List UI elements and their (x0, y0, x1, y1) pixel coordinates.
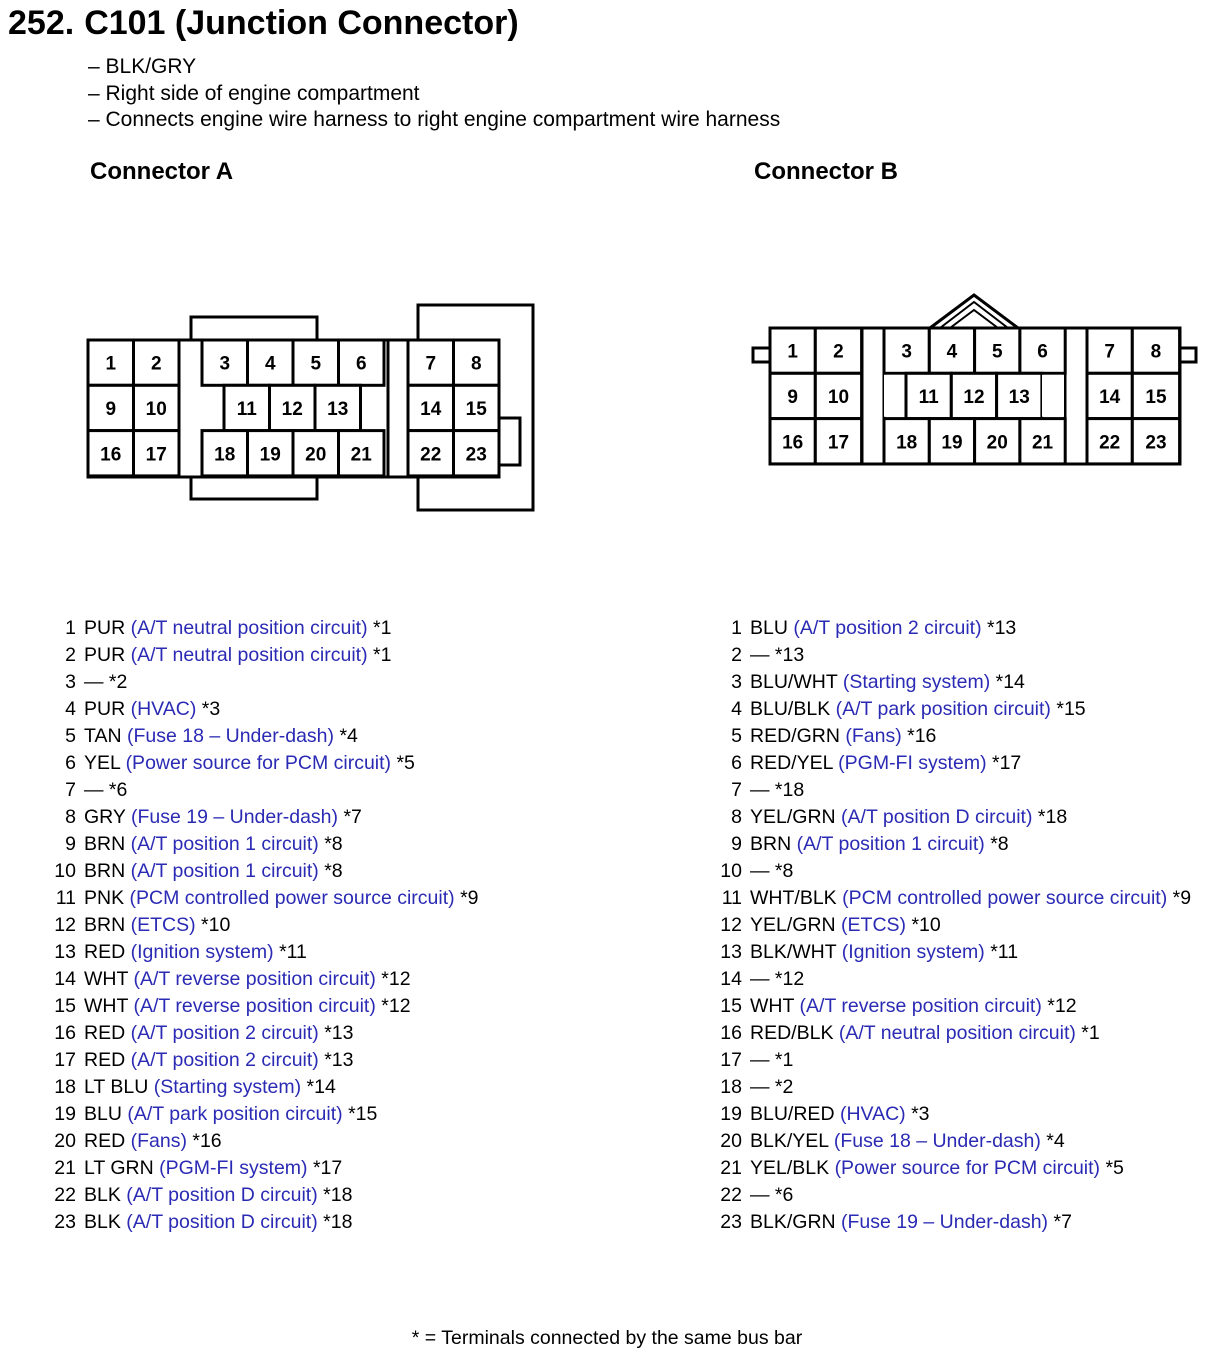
terminal-number: 10 (145, 398, 167, 420)
wire-color: PUR (84, 644, 126, 666)
pin-row (720, 723, 1191, 750)
bus-bar-note: *15 (1056, 698, 1086, 720)
side-tab-right (1180, 348, 1196, 362)
wire-color: — (750, 968, 770, 990)
divider (388, 340, 408, 477)
terminal-number: 8 (470, 353, 482, 375)
pin-row (54, 1074, 479, 1101)
pin-number: 18 (720, 1076, 742, 1098)
pin-row (720, 696, 1191, 723)
circuit-description: (A/T position 1 circuit) (796, 833, 985, 855)
pin-number: 7 (731, 779, 742, 801)
terminal-number: 3 (219, 353, 231, 375)
pin-row (720, 804, 1191, 831)
pin-row (54, 750, 479, 777)
bus-bar-note: *7 (1053, 1211, 1072, 1233)
pin-row (720, 1047, 1191, 1074)
terminal-number: 5 (991, 341, 1003, 363)
polarity-key (930, 295, 1018, 328)
pin-number: 2 (65, 644, 76, 666)
wire-color: BLK/WHT (750, 941, 837, 963)
bus-bar-note: *1 (373, 644, 392, 666)
terminal-number: 15 (465, 398, 487, 420)
bus-bar-note: *12 (381, 995, 411, 1017)
page-number: 252. (8, 4, 75, 42)
connector-diagrams (0, 0, 1214, 560)
pin-number: 10 (720, 860, 742, 882)
wire-color: YEL/GRN (750, 806, 836, 828)
pin-row (720, 1020, 1191, 1047)
wire-color: RED (84, 1130, 126, 1152)
wire-color: WHT (84, 995, 129, 1017)
terminal-number: 22 (420, 444, 442, 466)
bus-bar-note: *5 (396, 752, 415, 774)
pin-number: 18 (54, 1076, 76, 1098)
pin-row (54, 885, 479, 912)
bus-bar-note: *11 (990, 941, 1019, 963)
circuit-description: (A/T neutral position circuit) (838, 1022, 1076, 1044)
terminal-number: 17 (827, 432, 850, 454)
terminal-number: 17 (145, 444, 167, 466)
pin-number: 17 (720, 1049, 742, 1071)
terminal-number: 16 (782, 432, 804, 454)
wire-color: — (750, 1049, 770, 1071)
bus-bar-note: *12 (774, 968, 805, 990)
connector-b-pin-list (720, 615, 1191, 1236)
wire-color: — (84, 671, 104, 693)
circuit-description: (Ignition system) (841, 941, 985, 963)
pin-number: 8 (731, 806, 742, 828)
circuit-description: (A/T park position circuit) (127, 1103, 343, 1125)
terminal-number: 14 (1099, 386, 1121, 408)
wire-color: PUR (84, 617, 126, 639)
pin-number: 19 (54, 1103, 76, 1125)
pin-row (720, 669, 1191, 696)
pin-row (54, 1209, 479, 1236)
pin-number: 22 (54, 1184, 76, 1206)
pin-row (54, 1155, 479, 1182)
terminal-number: 7 (1104, 341, 1115, 363)
bus-bar-note: *17 (991, 752, 1022, 774)
terminal-number: 12 (281, 398, 303, 420)
terminal-number: 1 (787, 341, 798, 363)
latch-top (191, 317, 317, 340)
circuit-description: (A/T position D circuit) (126, 1184, 318, 1206)
wire-color: WHT/BLK (750, 887, 837, 909)
pin-number: 7 (65, 779, 76, 801)
circuit-description: (A/T neutral position circuit) (130, 644, 368, 666)
pin-row (54, 858, 479, 885)
pin-row (54, 1020, 479, 1047)
pin-row (720, 939, 1191, 966)
bus-bar-note: *18 (323, 1211, 353, 1233)
circuit-description: (A/T position 1 circuit) (130, 860, 319, 882)
bus-bar-note: *15 (348, 1103, 378, 1125)
page-title-text: C101 (Junction Connector) (84, 4, 519, 42)
terminal-number: 2 (833, 341, 844, 363)
pin-row (720, 993, 1191, 1020)
pin-number: 12 (54, 914, 76, 936)
wire-color: YEL (84, 752, 121, 774)
terminal-number: 14 (420, 398, 442, 420)
terminal-number: 20 (986, 432, 1008, 454)
pin-row (54, 696, 479, 723)
terminal-number: 18 (214, 444, 236, 466)
circuit-description: (PGM-FI system) (159, 1157, 308, 1179)
pin-number: 9 (731, 833, 742, 855)
wire-color: PUR (84, 698, 126, 720)
pin-row (54, 777, 479, 804)
terminal-number: 11 (236, 398, 257, 420)
pin-row (720, 966, 1191, 993)
bus-bar-note: *12 (1047, 995, 1077, 1017)
bus-bar-note: *9 (460, 887, 479, 909)
terminal-number: 11 (918, 386, 939, 408)
circuit-description: (A/T park position circuit) (835, 698, 1051, 720)
pin-row (54, 669, 479, 696)
pin-number: 21 (720, 1157, 742, 1179)
bus-bar-note: *10 (201, 914, 231, 936)
wire-color: WHT (84, 968, 129, 990)
terminal-number: 18 (896, 432, 918, 454)
pin-number: 9 (65, 833, 76, 855)
wire-color: PNK (84, 887, 125, 909)
bus-bar-note: *9 (1172, 887, 1192, 909)
bus-bar-note: *8 (324, 833, 343, 855)
bus-bar-note: *3 (911, 1103, 930, 1125)
wire-color: — (750, 1076, 770, 1098)
pin-number: 14 (720, 968, 742, 990)
wire-color: BLK/GRN (750, 1211, 836, 1233)
terminal-number: 21 (1031, 432, 1054, 454)
info-location: – Right side of engine compartment (88, 81, 420, 105)
terminal-number: 4 (946, 341, 958, 363)
bus-bar-note: *1 (373, 617, 392, 639)
bus-bar-note: *8 (990, 833, 1009, 855)
pin-row (720, 912, 1191, 939)
pin-number: 4 (65, 698, 76, 720)
pin-row (720, 1128, 1191, 1155)
terminal-number: 21 (350, 444, 372, 466)
wire-color: RED (84, 941, 126, 963)
pin-number: 5 (65, 725, 76, 747)
pin-number: 17 (54, 1049, 76, 1071)
pin-number: 20 (720, 1130, 742, 1152)
bus-bar-note: *18 (1037, 806, 1068, 828)
terminal-number: 19 (259, 444, 281, 466)
terminal-number: 19 (941, 432, 963, 454)
pin-row (54, 939, 479, 966)
circuit-description: (A/T neutral position circuit) (130, 617, 368, 639)
pin-row (54, 1047, 479, 1074)
pin-row (54, 966, 479, 993)
wire-color: BLU/BLK (750, 698, 831, 720)
pin-row (54, 1101, 479, 1128)
pin-number: 5 (731, 725, 742, 747)
bus-bar-note: *12 (381, 968, 411, 990)
pin-row (54, 1128, 479, 1155)
bus-bar-note: *11 (279, 941, 307, 963)
bus-bar-note: *14 (306, 1076, 336, 1098)
terminal-number: 2 (150, 353, 162, 375)
pin-row (54, 912, 479, 939)
terminal-number: 12 (963, 386, 985, 408)
wire-color: YEL/BLK (750, 1157, 830, 1179)
circuit-description: (Fuse 18 – Under-dash) (833, 1130, 1041, 1152)
side-tab (498, 418, 520, 465)
wire-color: — (84, 779, 104, 801)
wire-color: RED/YEL (750, 752, 833, 774)
pin-row (720, 831, 1191, 858)
circuit-description: (A/T position 2 circuit) (793, 617, 982, 639)
pin-number: 11 (721, 887, 742, 909)
connector-a-pin-list (54, 615, 479, 1236)
pin-row (720, 1209, 1191, 1236)
circuit-description: (PCM controlled power source circuit) (842, 887, 1168, 909)
divider-left (862, 328, 884, 464)
circuit-description: (A/T position 1 circuit) (130, 833, 319, 855)
pin-number: 16 (54, 1022, 76, 1044)
connector-b-diagram (753, 295, 1196, 464)
bus-bar-note: *16 (192, 1130, 222, 1152)
pin-number: 13 (54, 941, 76, 963)
pin-row (54, 831, 479, 858)
bus-bar-note: *10 (911, 914, 941, 936)
bus-bar-note: *1 (774, 1049, 794, 1071)
pin-row (720, 1101, 1191, 1128)
terminal-number: 6 (355, 353, 367, 375)
pin-number: 15 (720, 995, 742, 1017)
terminal-number: 10 (827, 386, 850, 408)
circuit-description: (A/T position 2 circuit) (130, 1049, 319, 1071)
circuit-description: (Starting system) (153, 1076, 302, 1098)
pin-number: 8 (65, 806, 76, 828)
pin-number: 1 (65, 617, 76, 639)
pin-row (54, 615, 479, 642)
pin-number: 6 (731, 752, 742, 774)
terminal-number: 9 (105, 398, 117, 420)
divider-right (1065, 328, 1087, 464)
wire-color: BLK (84, 1184, 121, 1206)
pin-row (720, 858, 1191, 885)
pin-number: 13 (720, 941, 742, 963)
circuit-description: (ETCS) (130, 914, 196, 936)
terminal-number: 22 (1099, 432, 1121, 454)
terminal-number: 3 (901, 341, 912, 363)
wire-color: RED (84, 1049, 126, 1071)
terminal-number: 13 (327, 398, 349, 420)
pin-number: 19 (720, 1103, 742, 1125)
bus-bar-note: *13 (324, 1049, 354, 1071)
circuit-description: (Fuse 19 – Under-dash) (130, 806, 339, 828)
pin-number: 15 (54, 995, 76, 1017)
circuit-description: (Starting system) (842, 671, 991, 693)
terminal-number: 13 (1008, 386, 1030, 408)
wire-color: BLU/WHT (750, 671, 838, 693)
pin-number: 16 (720, 1022, 742, 1044)
wire-color: YEL/GRN (750, 914, 836, 936)
bus-bar-note: *14 (995, 671, 1025, 693)
pin-row (720, 1074, 1191, 1101)
wire-color: LT GRN (84, 1157, 154, 1179)
terminal-number: 23 (465, 444, 487, 466)
wire-color: LT BLU (84, 1076, 149, 1098)
bus-bar-note: *13 (986, 617, 1017, 639)
gap (1042, 375, 1064, 417)
pin-number: 22 (720, 1184, 742, 1206)
wire-color: BLK/YEL (750, 1130, 829, 1152)
terminal-number: 15 (1145, 386, 1167, 408)
wire-color: BRN (750, 833, 792, 855)
bus-bar-note: *18 (323, 1184, 353, 1206)
bus-bar-note: *4 (339, 725, 358, 747)
bus-bar-note: *8 (774, 860, 794, 882)
pin-row (54, 993, 479, 1020)
circuit-description: (Fans) (130, 1130, 187, 1152)
circuit-description: (ETCS) (841, 914, 907, 936)
bus-bar-note: *7 (343, 806, 362, 828)
pin-number: 23 (54, 1211, 76, 1233)
pin-row (54, 723, 479, 750)
footnote: * = Terminals connected by the same bus bar (411, 1327, 803, 1349)
connector-a-heading: Connector A (90, 158, 234, 185)
pin-row (54, 642, 479, 669)
circuit-description: (A/T reverse position circuit) (133, 968, 376, 990)
terminal-number: 6 (1037, 341, 1048, 363)
wire-color: — (750, 779, 770, 801)
circuit-description: (PGM-FI system) (838, 752, 987, 774)
connector-a-diagram (88, 305, 533, 510)
pin-number: 14 (54, 968, 76, 990)
info-color: – BLK/GRY (88, 55, 197, 78)
pin-row (720, 750, 1191, 777)
pin-number: 3 (731, 671, 742, 693)
connector-b-heading: Connector B (754, 158, 898, 185)
wire-color: BLK (84, 1211, 121, 1233)
latch-bottom (191, 477, 317, 499)
bus-bar-note: *17 (312, 1157, 343, 1179)
pin-number: 2 (731, 644, 742, 666)
bus-bar-note: *2 (774, 1076, 794, 1098)
circuit-description: (A/T reverse position circuit) (799, 995, 1042, 1017)
pin-number: 1 (731, 617, 742, 639)
side-tab-left (753, 348, 770, 362)
wire-color: — (750, 860, 770, 882)
pin-row (54, 1182, 479, 1209)
circuit-description: (Ignition system) (130, 941, 274, 963)
terminal-number: 16 (100, 444, 122, 466)
wire-color: RED (84, 1022, 126, 1044)
wire-color: BLU/RED (750, 1103, 835, 1125)
pin-number: 23 (720, 1211, 742, 1233)
pin-row (720, 1155, 1191, 1182)
pin-row (720, 1182, 1191, 1209)
bus-bar-note: *4 (1046, 1130, 1065, 1152)
gap (180, 385, 202, 431)
wire-color: TAN (84, 725, 122, 747)
pin-number: 21 (54, 1157, 76, 1179)
circuit-description: (A/T position 2 circuit) (130, 1022, 319, 1044)
wire-color: BRN (84, 833, 126, 855)
pin-row (720, 885, 1191, 912)
circuit-description: (HVAC) (130, 698, 197, 720)
terminal-number: 5 (310, 353, 322, 375)
pin-number: 6 (65, 752, 76, 774)
bus-bar-note: *13 (774, 644, 805, 666)
bus-bar-note: *8 (324, 860, 343, 882)
bus-bar-note: *5 (1105, 1157, 1124, 1179)
pin-number: 4 (731, 698, 742, 720)
pin-row (720, 642, 1191, 669)
circuit-description: (Fuse 19 – Under-dash) (841, 1211, 1049, 1233)
wire-color: GRY (84, 806, 126, 828)
wire-color: RED/GRN (750, 725, 840, 747)
pin-row (54, 804, 479, 831)
bus-bar-note: *6 (774, 1184, 794, 1206)
bus-bar-note: *3 (201, 698, 221, 720)
bus-bar-note: *13 (324, 1022, 354, 1044)
terminal-number: 20 (305, 444, 327, 466)
circuit-description: (A/T position D circuit) (126, 1211, 318, 1233)
wire-color: BRN (84, 860, 126, 882)
pin-number: 11 (55, 887, 76, 909)
circuit-description: (Fans) (845, 725, 902, 747)
terminal-number: 23 (1145, 432, 1167, 454)
circuit-description: (Power source for PCM circuit) (834, 1157, 1101, 1179)
wire-color: BLU (84, 1103, 122, 1125)
circuit-description: (Fuse 18 – Under-dash) (126, 725, 335, 747)
terminal-number: 8 (1150, 341, 1162, 363)
terminal-number: 7 (425, 353, 437, 375)
pin-number: 12 (720, 914, 742, 936)
terminal-number: 1 (105, 353, 117, 375)
pin-number: 20 (54, 1130, 76, 1152)
gap (884, 375, 906, 417)
circuit-description: (A/T reverse position circuit) (133, 995, 376, 1017)
terminal-number: 4 (264, 353, 276, 375)
circuit-description: (A/T position D circuit) (841, 806, 1033, 828)
circuit-description: (HVAC) (839, 1103, 906, 1125)
bus-bar-note: *2 (108, 671, 128, 693)
wire-color: — (750, 1184, 770, 1206)
bus-bar-note: *16 (907, 725, 937, 747)
bus-bar-note: *1 (1081, 1022, 1100, 1044)
terminal-number: 9 (787, 386, 798, 408)
circuit-description: (PCM controlled power source circuit) (129, 887, 455, 909)
bus-bar-note: *6 (108, 779, 128, 801)
pin-number: 3 (65, 671, 76, 693)
info-purpose: – Connects engine wire harness to right engine compartment wire harness (88, 108, 781, 131)
wire-color: — (750, 644, 770, 666)
pin-row (720, 777, 1191, 804)
wire-color: BRN (84, 914, 126, 936)
wire-color: WHT (750, 995, 795, 1017)
wire-color: BLU (750, 617, 788, 639)
pin-number: 10 (54, 860, 76, 882)
pin-row (720, 615, 1191, 642)
bus-bar-note: *18 (774, 779, 805, 801)
circuit-description: (Power source for PCM circuit) (125, 752, 392, 774)
wire-color: RED/BLK (750, 1022, 834, 1044)
